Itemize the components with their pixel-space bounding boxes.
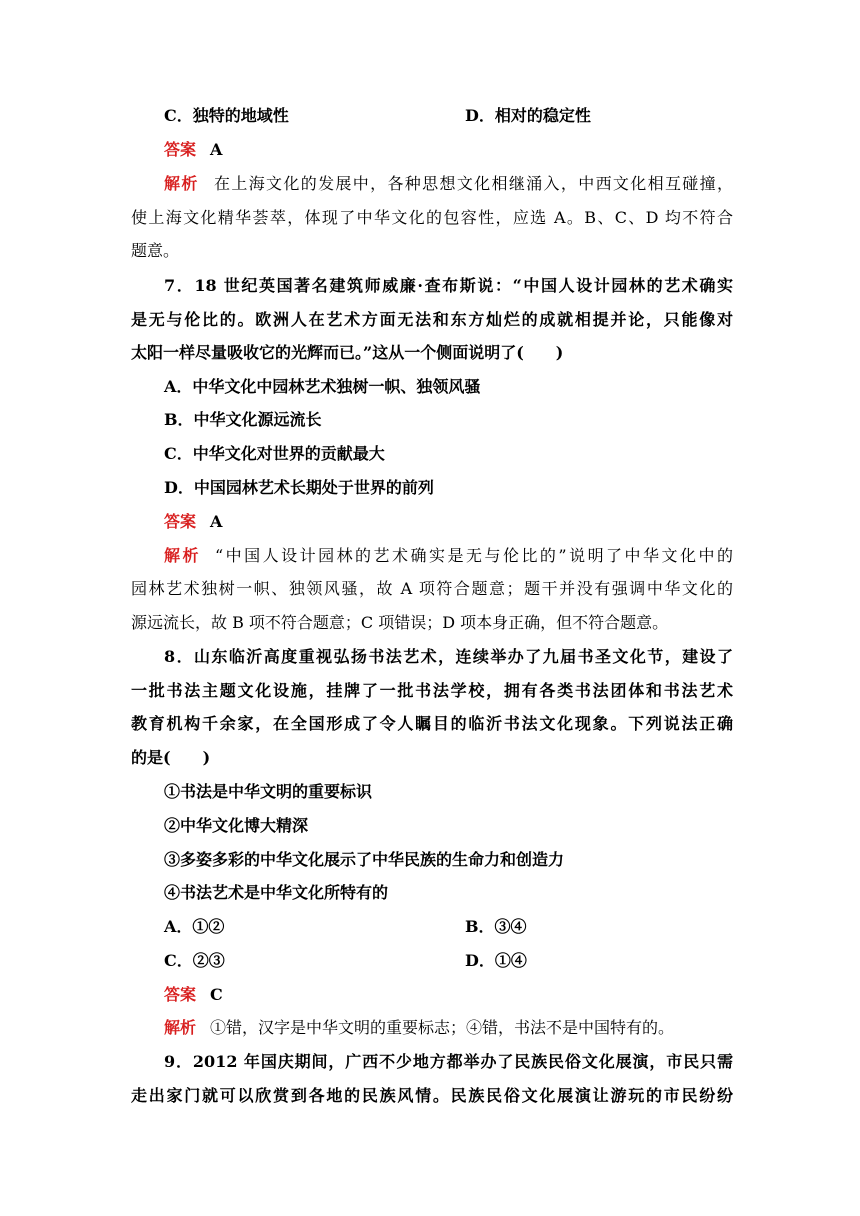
q8-statement-3: ③多姿多彩的中华文化展示了中华民族的生命力和创造力 — [164, 850, 565, 869]
q8-stem-line-1: 8．山东临沂高度重视弘扬书法艺术，连续举办了九届书圣文化节，建设了 — [164, 647, 733, 666]
q8-stem-line-4: 的是( ) — [131, 748, 211, 767]
q7-stem-line-2: 是无与伦比的。欧洲人在艺术方面无法和东方灿烂的成就相提并论，只能像对 — [131, 310, 733, 329]
q8-stem-line-2: 一批书法主题文化设施，挂牌了一批书法学校，拥有各类书法团体和书法艺术 — [131, 681, 733, 700]
answer-label: 答案 — [164, 985, 197, 1004]
q6-options-row — [164, 106, 733, 126]
q6-analysis-line-2: 使上海文化精华荟萃，体现了中华文化的包容性，应选 A。B、C、D 均不符合 — [131, 208, 733, 227]
q7-option-c: C．中华文化对世界的贡献最大 — [164, 444, 385, 463]
q7-answer — [164, 512, 733, 532]
answer-value: A — [210, 512, 223, 531]
analysis-label: 解析 — [164, 174, 199, 193]
q6-option-d: D．相对的稳定性 — [465, 106, 591, 125]
q8-statement-1: ①书法是中华文明的重要标识 — [164, 782, 373, 801]
q8-option-b: B．③④ — [465, 917, 527, 936]
answer-label: 答案 — [164, 140, 197, 159]
q7-analysis-line-3: 源远流长，故 B 项不符合题意；C 项错误；D 项本身正确，但不符合题意。 — [131, 613, 669, 632]
q8-stem-line-3: 教育机构千余家，在全国形成了令人瞩目的临沂书法文化现象。下列说法正确 — [131, 714, 733, 733]
q8-statement-4: ④书法艺术是中华文化所特有的 — [164, 883, 389, 902]
analysis-label: 解析 — [164, 1018, 197, 1037]
answer-value: A — [210, 140, 223, 159]
q8-option-c: C．②③ — [164, 951, 225, 970]
q9-stem-line-2: 走出家门就可以欣赏到各地的民族风情。民族民俗文化展演让游玩的市民纷纷 — [131, 1086, 733, 1105]
q8-statement-2: ②中华文化博大精深 — [164, 816, 309, 835]
q7-option-b: B．中华文化源远流长 — [164, 410, 322, 429]
q8-options-row-2 — [164, 951, 733, 971]
q7-analysis-line-2: 园林艺术独树一帜、独领风骚，故 A 项符合题意；题干并没有强调中华文化的 — [131, 579, 733, 598]
answer-label: 答案 — [164, 512, 197, 531]
q7-stem-line-1: 7．18 世纪英国著名建筑师威廉·查布斯说：“中国人设计园林的艺术确实 — [164, 276, 733, 295]
q8-option-d: D．①④ — [465, 951, 527, 970]
q6-option-c: C．独特的地域性 — [164, 106, 289, 125]
q8-options-row-1 — [164, 917, 733, 937]
q8-answer — [164, 985, 733, 1005]
q8-analysis: 解析 ①错，汉字是中华文明的重要标志；④错，书法不是中国特有的。 — [164, 1018, 675, 1037]
q8-option-a: A．①② — [164, 917, 225, 936]
q9-stem-line-1: 9．2012 年国庆期间，广西不少地方都举办了民族民俗文化展演，市民只需 — [164, 1052, 733, 1071]
q7-option-d: D．中国园林艺术长期处于世界的前列 — [164, 478, 434, 497]
q6-analysis-line-3: 题意。 — [131, 241, 180, 260]
answer-value: C — [210, 985, 223, 1004]
q6-analysis-line-1: 解析 在上海文化的发展中，各种思想文化相继涌入，中西文化相互碰撞， — [164, 174, 733, 193]
analysis-label: 解析 — [164, 546, 201, 565]
q7-stem-line-3: 太阳一样尽量吸收它的光辉而已。”这从一个侧面说明了( ) — [131, 343, 564, 362]
q6-answer — [164, 140, 733, 160]
q7-option-a: A．中华文化中园林艺术独树一帜、独领风骚 — [164, 377, 481, 396]
q7-analysis-line-1: 解析 “中国人设计园林的艺术确实是无与伦比的”说明了中华文化中的 — [164, 546, 733, 565]
